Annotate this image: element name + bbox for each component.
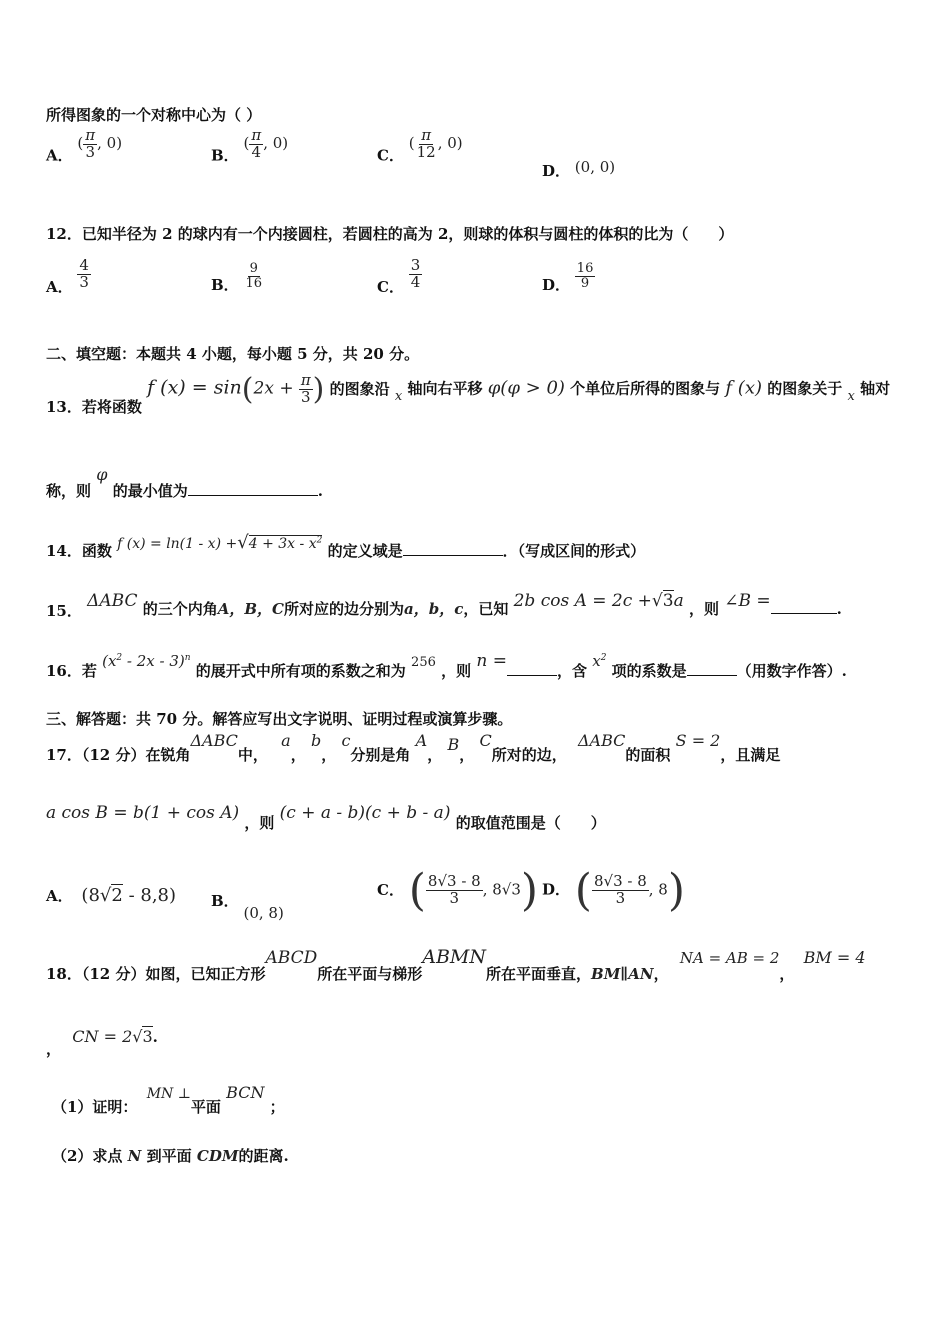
q18-part-1	[52, 1082, 285, 1116]
option-label: C．	[377, 278, 404, 297]
text: 轴对	[860, 379, 891, 398]
text: 的定义域是	[327, 542, 403, 560]
option-label: D．	[542, 162, 571, 180]
q17-line-2	[46, 802, 606, 832]
frac-den: 16	[245, 275, 263, 291]
text: 的图象沿	[329, 379, 390, 398]
option-tail: , 8	[648, 880, 668, 899]
text: （2）求点	[52, 1147, 123, 1165]
math-fx: f (x) = ln(1 - x) +	[117, 536, 238, 552]
q11-option-a[interactable]: A． ( $\frac{\pi}{3}$ , 0)	[46, 126, 123, 165]
math-angle-b: ∠B =	[724, 591, 771, 611]
frac-den: 3	[79, 272, 89, 291]
q17-option-b[interactable]	[211, 890, 284, 922]
frac-num: 8√3 - 8	[427, 872, 481, 891]
math-radicand: 3	[142, 1027, 153, 1046]
text: 所在平面与梯形	[317, 965, 423, 983]
frac-den: 12	[416, 142, 436, 161]
frac-den: 4	[251, 142, 262, 161]
x-base: x	[592, 652, 601, 670]
text: 的面积	[625, 746, 671, 764]
text: 分别是角	[350, 746, 411, 764]
text: ，则	[688, 600, 719, 618]
text: .	[836, 600, 842, 618]
math-parallel: BM∥AN	[591, 965, 654, 983]
option-label: C．	[377, 880, 404, 899]
answer-blank[interactable]	[771, 599, 837, 614]
text: ；	[269, 1098, 285, 1116]
text: 所对应的边分别为	[284, 600, 405, 618]
math-a: a	[281, 731, 291, 750]
math-condition: 2b cos A = 2c +	[513, 591, 652, 611]
math-B: B	[447, 735, 460, 754]
text: ，且满足	[720, 746, 781, 764]
text: 所在平面垂直，	[486, 965, 592, 983]
section-3-heading: 三、解答题：共 70 分。解答应写出文字说明、证明过程或演算步骤。	[46, 710, 513, 728]
frac-num: π	[421, 126, 432, 144]
q11-option-d[interactable]	[542, 160, 615, 181]
q13-line-1: 13．若将函数 f (x) = sin(2x + $\frac{\pi}{3}$ ) 的图象沿 x 轴向右平移 φ(φ > 0) 个单位后所得的图象与 f (x) 的图象关于 x 轴对	[46, 371, 891, 416]
frac-num: 9	[249, 261, 258, 276]
text: ，已知	[463, 600, 509, 618]
option-label: B．	[211, 276, 239, 295]
text: 的图象关于	[767, 379, 843, 398]
q12-option-c[interactable]	[377, 256, 422, 297]
math-n: n =	[476, 651, 507, 671]
option-label: C．	[377, 146, 404, 165]
math-x-squared: $x^2$	[592, 652, 607, 670]
option-tail: , 0)	[437, 134, 463, 153]
text: 称，则	[46, 482, 92, 500]
text: ．（写成区间的形式）	[502, 542, 646, 560]
math-sides: a，b，c	[404, 600, 464, 618]
frac-num: π	[300, 371, 311, 390]
math-point: N	[127, 1147, 142, 1165]
math-expr: (c + a - b)(c + b - a)	[279, 803, 451, 823]
math-a: a	[673, 591, 684, 611]
q16-line	[46, 650, 847, 680]
q18-line-1	[46, 946, 866, 983]
math-triangle: ΔABC	[87, 591, 138, 611]
frac-den: 3	[615, 889, 626, 907]
math-radicand: $4 + 3x - x^2$	[248, 535, 323, 552]
frac-den: 9	[580, 275, 590, 291]
option-tail: , 0)	[263, 134, 289, 153]
text: 13．若将函数	[46, 397, 142, 416]
frac-num: π	[85, 126, 96, 144]
q18-part-2	[52, 1145, 289, 1166]
text: 的展开式中所有项的系数之和为	[195, 662, 406, 680]
option-radicand: 2	[111, 885, 123, 906]
expr-part: - 2x - 3)	[122, 652, 185, 670]
text: 17．（12 分）在锐角	[46, 746, 191, 764]
math-square: ABCD	[265, 948, 318, 968]
math-eq: NA = AB = 2	[679, 949, 780, 967]
text: .	[317, 482, 323, 500]
text: 的最小值为	[112, 482, 188, 500]
option-label: A．	[46, 146, 73, 165]
text: 个单位后所得的图象与	[570, 379, 721, 398]
math-C: C	[479, 731, 492, 750]
math-A: A	[415, 731, 428, 750]
q11-option-c[interactable]: C． ( $\frac{\pi}{12}$ , 0)	[377, 126, 463, 165]
frac-num: π	[251, 126, 262, 144]
text: ，则	[244, 814, 275, 832]
radicand-text: 4 + 3x - x	[248, 536, 317, 552]
text: 18．（12 分）如图，已知正方形	[46, 965, 266, 983]
q11-stem: 所得图象的一个对称中心为（ ）	[46, 106, 262, 124]
math-plane: BCN	[226, 1083, 265, 1102]
option-expr: (0, 0)	[574, 158, 616, 176]
option-expr: (8	[81, 885, 100, 906]
text: ，则	[441, 662, 472, 680]
text: ，	[779, 965, 795, 983]
math-b: b	[310, 731, 322, 750]
frac-num: 4	[79, 256, 89, 274]
text: 的距离.	[238, 1147, 289, 1165]
option-label: D．	[542, 880, 571, 899]
text: 中，	[237, 746, 268, 764]
answer-blank[interactable]	[507, 661, 557, 676]
math-triangle: ΔABC	[190, 731, 238, 750]
frac-den: 4	[410, 272, 421, 291]
text: ，	[46, 1040, 62, 1058]
q17-option-c[interactable]: C． ( $\frac{8√3 - 8}{3}$ , 8√3)	[377, 865, 539, 916]
option-expr: (0, 8)	[243, 904, 284, 922]
q11-option-b[interactable]: B． ( $\frac{\pi}{4}$ , 0)	[211, 126, 289, 165]
section-2-heading: 二、填空题：本题共 4 小题，每小题 5 分，共 20 分。	[46, 345, 420, 363]
text: ，含	[556, 662, 587, 680]
option-tail: , 0)	[97, 134, 123, 153]
math-trapezoid: ABMN	[422, 946, 486, 968]
math-expr: $(x^2 - 2x - 3)^n$	[102, 652, 191, 670]
text: 项的系数是	[611, 662, 687, 680]
math-area: S = 2	[675, 731, 721, 750]
math-fx: f (x) = sin	[147, 376, 242, 399]
frac-num: 3	[410, 256, 421, 274]
expr-part: (x	[102, 652, 117, 670]
math-c: c	[341, 731, 351, 750]
option-tail: - 8,8)	[122, 885, 177, 906]
text: .	[152, 1028, 158, 1046]
math-value: 256	[411, 655, 436, 670]
math-plane: CDM	[196, 1147, 239, 1165]
math-eq: BM = 4	[803, 948, 866, 967]
frac-num: 8√3 - 8	[593, 872, 647, 891]
math-radicand: 3	[662, 591, 674, 611]
q14-line: 14．函数 f $(x) = \ln(1 - x) +√4 + 3x - x^2$ 的定义域是 ．（写成区间的形式）	[46, 532, 646, 560]
answer-blank[interactable]	[188, 481, 318, 496]
text: ，	[653, 965, 669, 983]
q12-option-b[interactable]	[211, 261, 264, 295]
q15-line: 15． ΔABC 的三个内角A，B，C所对应的边分别为a，b，c，已知 2b cos A = 2c +√3a ，则 ∠B = .	[46, 591, 842, 620]
q17-option-a[interactable]: A． (8√2 - 8,8)	[46, 885, 177, 906]
text: （用数字作答）.	[736, 662, 847, 680]
math-phi: φ	[96, 465, 108, 484]
q12-stem: 12．已知半径为 2 的球内有一个内接圆柱，若圆柱的高为 2，则球的体积与圆柱的体积的比为（ ）	[46, 225, 734, 243]
option-tail: , 8√3	[482, 880, 521, 899]
text: 所对的边，	[491, 746, 567, 764]
q12-option-a[interactable]	[46, 256, 91, 297]
option-label: B．	[211, 146, 239, 165]
math-triangle: ΔABC	[577, 731, 626, 750]
q17-option-d[interactable]: D． ( $\frac{8√3 - 8}{3}$ , 8)	[542, 865, 686, 916]
text: 15．	[46, 602, 82, 620]
math-angles: A，B，C	[217, 600, 284, 618]
option-label: A．	[46, 887, 73, 905]
option-label: D．	[542, 276, 571, 295]
text: 的三个内角	[142, 600, 218, 618]
text: 的取值范围是（ ）	[455, 814, 606, 832]
math-phi: φ(φ > 0)	[487, 377, 565, 399]
answer-blank[interactable]	[403, 541, 503, 556]
frac-den: 3	[449, 889, 460, 907]
text: 到平面	[146, 1147, 192, 1165]
q13-line-2	[46, 465, 323, 500]
math-perp: MN ⊥	[146, 1086, 191, 1102]
q12-option-d[interactable]	[542, 261, 595, 295]
math-fx: f (x)	[725, 377, 763, 399]
math-arg: 2x +	[253, 378, 294, 399]
text: 14．函数	[46, 542, 112, 560]
frac-den: 3	[85, 142, 95, 161]
answer-blank[interactable]	[687, 661, 737, 676]
text: 轴向右平移	[407, 379, 483, 398]
math-x: x	[394, 388, 403, 404]
frac-den: 3	[300, 388, 311, 406]
option-label: A．	[46, 278, 73, 297]
text: （1）证明：	[52, 1098, 138, 1116]
math-condition: a cos B = b(1 + cos A)	[46, 803, 240, 823]
text: 平面	[190, 1098, 221, 1116]
frac-num: 16	[576, 261, 594, 276]
math-eq: CN = 2	[72, 1027, 133, 1046]
math-x: x	[847, 388, 855, 404]
text: 16．若	[46, 662, 97, 680]
q18-line-2: ， CN = 2√3.	[46, 1027, 158, 1058]
option-label: B．	[211, 892, 239, 910]
q17-line-1: 17．（12 分）在锐角ΔABC中， a， b， c分别是角 A， B， C所对的边， ΔABC的面积 S = 2，且满足	[46, 731, 781, 764]
exponent: n	[184, 653, 191, 663]
